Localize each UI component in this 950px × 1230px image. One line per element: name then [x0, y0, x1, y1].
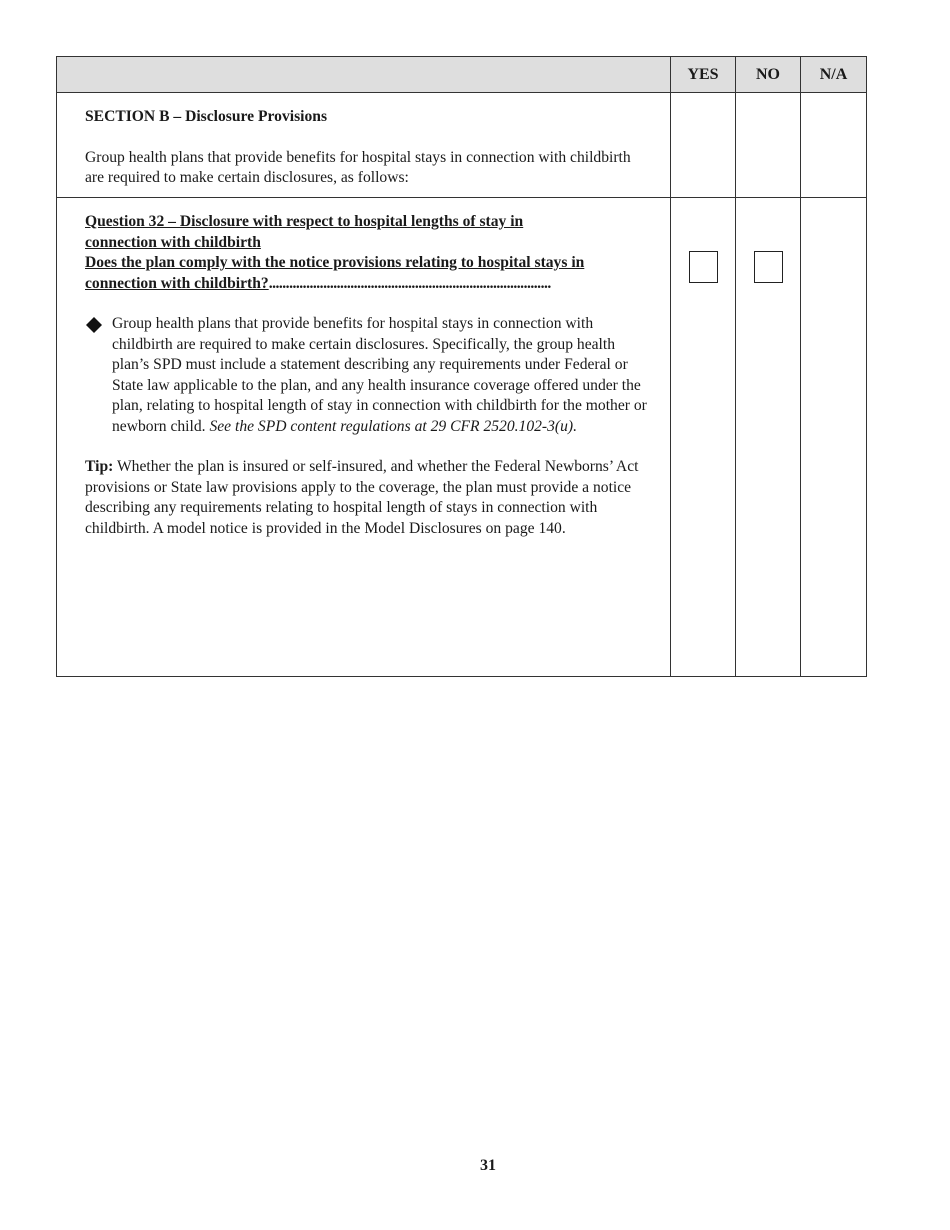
question-text-line2: connection with childbirth?: [85, 274, 269, 292]
table-header-row: [57, 57, 867, 93]
section-b-row: [57, 93, 867, 198]
question-32-na-cell: [801, 198, 867, 677]
header-blank-cell: [57, 57, 671, 93]
question-32-no-cell: [736, 198, 801, 677]
question-text-line1: Does the plan comply with the notice provisions relating to hospital stays in: [85, 254, 585, 271]
section-b-yes-cell: [671, 93, 736, 198]
header-na: N/A: [801, 57, 867, 93]
question-heading-line2: connection with childbirth: [85, 233, 261, 251]
question-32-yes-cell: [671, 198, 736, 677]
question-heading: [85, 212, 650, 294]
tip-paragraph: [85, 457, 650, 539]
question-heading-line1: Question 32 – Disclosure with respect to hospital lengths of stay in: [85, 213, 524, 230]
diamond-bullet-icon: [86, 317, 102, 333]
yes-checkbox[interactable]: [689, 251, 718, 283]
section-title: SECTION B – Disclosure Provisions: [85, 108, 328, 125]
section-b-cell: [57, 93, 671, 198]
section-intro-text: Group health plans that provide benefits for hospital stays in connection with childbirth are required to make certain disclosures, as follows:: [85, 148, 631, 186]
question-32-cell: [57, 198, 671, 677]
bullet-text: Group health plans that provide benefits for hospital stays in connection with childbirth are required to make certain disclosures. Specifically, the group health plan’s SPD must include a statement describing any requirements under Federal or State law applicable to the plan, and any health insurance coverage offered under the plan, relating to hospital length of stay in connection with childbirth for the mother or newborn child.: [112, 315, 647, 435]
bullet-citation: See the SPD content regulations at 29 CFR 2520.102-3(u).: [205, 417, 577, 435]
question-32-row: [57, 198, 867, 677]
leader-dots: ...................................................................................: [268, 274, 551, 292]
no-checkbox[interactable]: [754, 251, 783, 283]
tip-text: Whether the plan is insured or self-insured, and whether the Federal Newborns’ Act provisions or State law provisions apply to the coverage, the plan must provide a notice describing any requirements relating to hospital length of stays in connection with childbirth. A model notice is provided in the Model Disclosures on page 140.: [85, 458, 639, 537]
section-b-no-cell: [736, 93, 801, 198]
tip-label: Tip:: [85, 458, 114, 475]
bullet-paragraph: [85, 314, 650, 437]
section-b-na-cell: [801, 93, 867, 198]
header-no: NO: [736, 57, 801, 93]
compliance-checklist-table: [56, 56, 867, 677]
page-number: 31: [480, 1157, 496, 1174]
header-yes: YES: [671, 57, 736, 93]
